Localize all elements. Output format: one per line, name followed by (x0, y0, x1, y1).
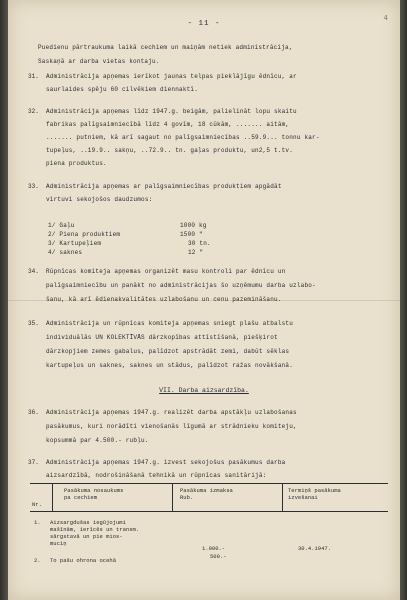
quantity-label: 1/ Gaļu (48, 222, 75, 229)
corner-mark: 4 (383, 14, 388, 22)
item-line: virtuvi sekojošos daudzumos: (46, 196, 153, 203)
table-cell: To pašu ohrona ocehā (50, 557, 117, 564)
item-line: Administrācija apņemas 1947.g. realizēt darba apstākļu uzlabošanas (46, 409, 297, 416)
item-line: Administrācija apņemas ar palīgsaimniecības produktiem apgādāt (46, 183, 282, 190)
quantity-label: 2/ Piena produktiem (48, 231, 121, 238)
quantity-value: 1000 kg (180, 222, 207, 229)
item-line: Administrācija apņemas ierīkot jaunas telpas pieklājīgu ēdnīcu, ar (46, 73, 297, 80)
table-rule (30, 511, 388, 512)
item-number: 31. (28, 73, 39, 80)
quantity-value: 12 " (188, 249, 204, 256)
table-cell: 30.4.1947. (298, 545, 332, 552)
table-cell: 2. (34, 557, 41, 564)
quantity-label: 4/ saknes (48, 249, 83, 256)
item-line: saurlaides spēju 60 cilvēkiem diennaktī. (46, 86, 199, 93)
item-number: 33. (28, 183, 39, 190)
binding-edge (400, 0, 407, 600)
intro-line-2: Saskaņā ar darba vietas kontaju. (38, 58, 160, 65)
binding-edge (0, 0, 8, 600)
item-line: kartupeļus un saknes, saknes un stādus, palīdzot ražas novākšanā. (46, 362, 294, 369)
item-number: 37. (28, 459, 39, 466)
table-divider (172, 483, 173, 511)
item-number: 34. (28, 268, 39, 275)
intro-line-1: Puedienu pārtraukuma laikā cechiem un maiņām netiek administrācija, (38, 44, 293, 51)
table-rule (30, 483, 388, 484)
item-line: Administrācija un rūpnīcas komiteja apņemas sniegt plašu atbalstu (46, 320, 294, 327)
table-cell: Aizsargdušas iegūjojumi mašīnām, ierīcēs un transm. sārgstavā un pie mios- muciņ (50, 519, 140, 547)
item-line: aizsardzībā, nodrošināšanā tehnikā un rūpnīcas sanitārijā: (46, 472, 267, 479)
table-header: Termiņš pasākuma izvešanai (288, 487, 341, 501)
table-header: Nr. (32, 501, 42, 508)
section-heading: VII. Darba aizsardzība. (159, 387, 249, 394)
measures-table (30, 475, 388, 589)
table-divider (282, 483, 283, 511)
document-page (8, 0, 400, 600)
item-line: kopsummā par 4.500.- rubļu. (46, 437, 149, 444)
quantity-label: 3/ Kartupeļiem (48, 240, 102, 247)
item-line: individuālās UN KOLEKTĪVĀS dārzkopības attīstīšanā, piešķirot (46, 334, 278, 341)
table-cell: 1. (34, 519, 41, 526)
item-line: Rūpnīcas komiteja apņemas organizēt masu kontroli par ēdnīcu un (46, 268, 286, 275)
item-number: 32. (28, 108, 39, 115)
item-line: tupeļus, ..19.9.. sakņu, ..72.9.. tn. gaļas produktu, un2,5 t.tv. (46, 147, 294, 154)
quantity-value: 30 tn. (188, 240, 211, 247)
item-line: pasākumus, kuri norādīti vienošanās līgumā ar strādnieku komiteju, (46, 423, 297, 430)
item-line: Administrācija apņemas līdz 1947.g. beigām, palielināt lopu skaitu (46, 108, 297, 115)
table-cell: 500.- (210, 553, 227, 560)
table-header: Pasākuma izmaksa Rub. (180, 487, 233, 501)
page-number: - 11 - (187, 20, 221, 28)
item-line: šanu, kā arī ēdienakvalitātes uzlabošanu un cenu pazemināšanu. (46, 296, 282, 303)
quantity-value: 1500 " (180, 231, 203, 238)
table-divider (52, 483, 53, 511)
item-number: 36. (28, 409, 39, 416)
item-line: fabrikas palīgsaimniecībā līdz 4 govīm, 18 cūkām, ....... aitām, (46, 121, 290, 128)
table-cell: 1.000.- (202, 545, 226, 552)
item-line: piena produktus. (46, 160, 107, 167)
item-number: 35. (28, 320, 39, 327)
item-line: palīgsaimniecību un panākt no administrācijas šo uzņēmumu darba uzlabo- (46, 282, 316, 289)
item-line: ....... putniem, kā arī sagaut no palīgsaimniecības ..59.9... tonnu kar- (46, 134, 320, 141)
item-line: Administrācija apņemas 1947.g. izvest sekojošus pasākumus darba (46, 459, 286, 466)
item-line: dārzkopjiem zemes gabalus, palīdzot apstrādāt zemi, dabūt sēklas (46, 348, 290, 355)
table-header: Pasākuma nosaukums pa cechiem (64, 487, 124, 501)
